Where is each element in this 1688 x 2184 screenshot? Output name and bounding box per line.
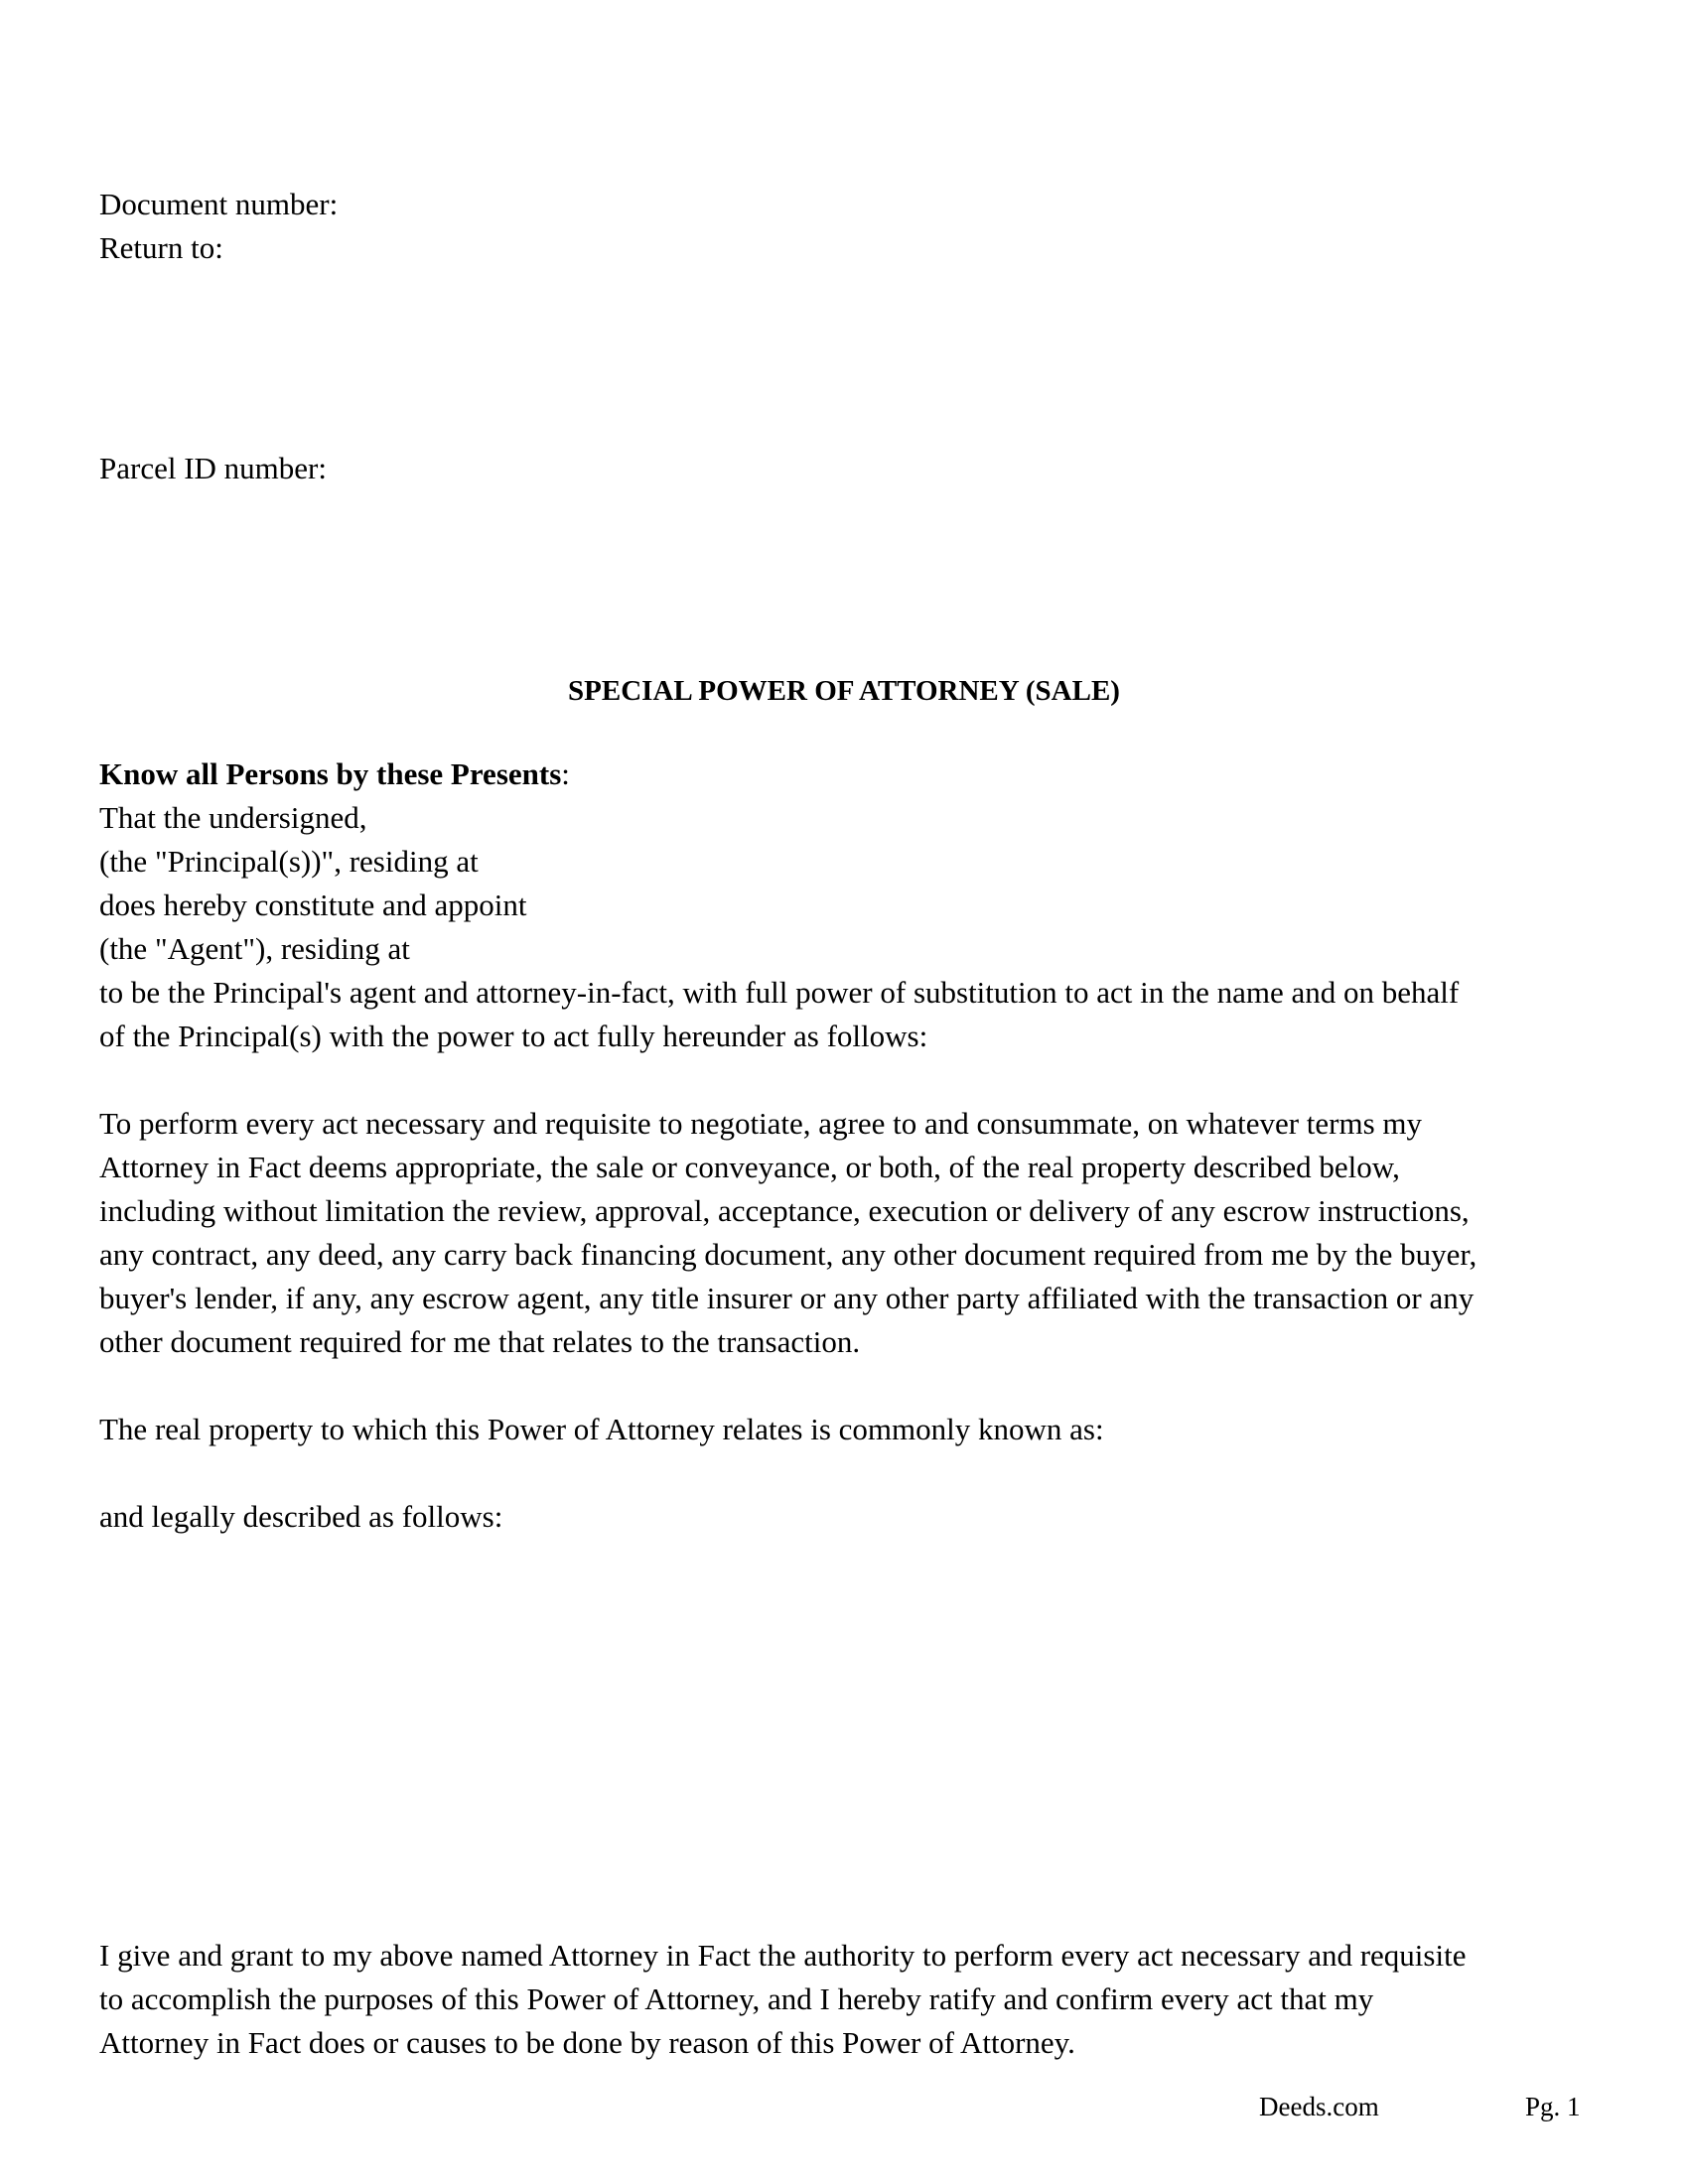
intro-line: does hereby constitute and appoint [99,887,527,922]
intro-line: That the undersigned, [99,800,367,835]
powers-paragraph-line: any contract, any deed, any carry back financing document, any other document required from me by the buyer, [99,1237,1477,1272]
grant-paragraph-line: to accomplish the purposes of this Power of Attorney, and I hereby ratify and confirm every act that my [99,1981,1374,2016]
footer-page-number: Pg. 1 [1525,2092,1581,2121]
powers-paragraph-line: Attorney in Fact deems appropriate, the sale or conveyance, or both, of the real property described below, [99,1150,1400,1184]
property-known-as: The real property to which this Power of Attorney relates is commonly known as: [99,1412,1104,1446]
powers-paragraph-line: other document required for me that relates to the transaction. [99,1324,861,1359]
intro-line: (the "Principal(s))", residing at [99,844,479,879]
powers-paragraph-line: buyer's lender, if any, any escrow agent, any title insurer or any other party affiliated with the transaction or any [99,1281,1475,1315]
footer-source: Deeds.com [1259,2092,1379,2121]
return-to-label: Return to: [99,230,223,265]
grant-paragraph-line: Attorney in Fact does or causes to be done by reason of this Power of Attorney. [99,2025,1075,2060]
intro-line: of the Principal(s) with the power to act fully hereunder as follows: [99,1019,928,1053]
intro-line: to be the Principal's agent and attorney-in-fact, with full power of substitution to act in the name and on behalf [99,975,1460,1010]
legal-description-label: and legally described as follows: [99,1499,503,1534]
intro-line: (the "Agent"), residing at [99,931,410,966]
intro-heading-colon: : [561,756,570,791]
powers-paragraph-line: including without limitation the review, approval, acceptance, execution or delivery of any escrow instructions, [99,1193,1470,1228]
powers-paragraph-line: To perform every act necessary and requisite to negotiate, agree to and consummate, on whatever terms my [99,1106,1423,1141]
parcel-id-label: Parcel ID number: [99,451,327,485]
grant-paragraph-line: I give and grant to my above named Attorney in Fact the authority to perform every act necessary and requisite [99,1938,1467,1973]
document-title: SPECIAL POWER OF ATTORNEY (SALE) [568,675,1120,707]
intro-heading: Know all Persons by these Presents [99,756,562,791]
document-number-label: Document number: [99,187,339,221]
intro-heading-line [99,752,570,796]
